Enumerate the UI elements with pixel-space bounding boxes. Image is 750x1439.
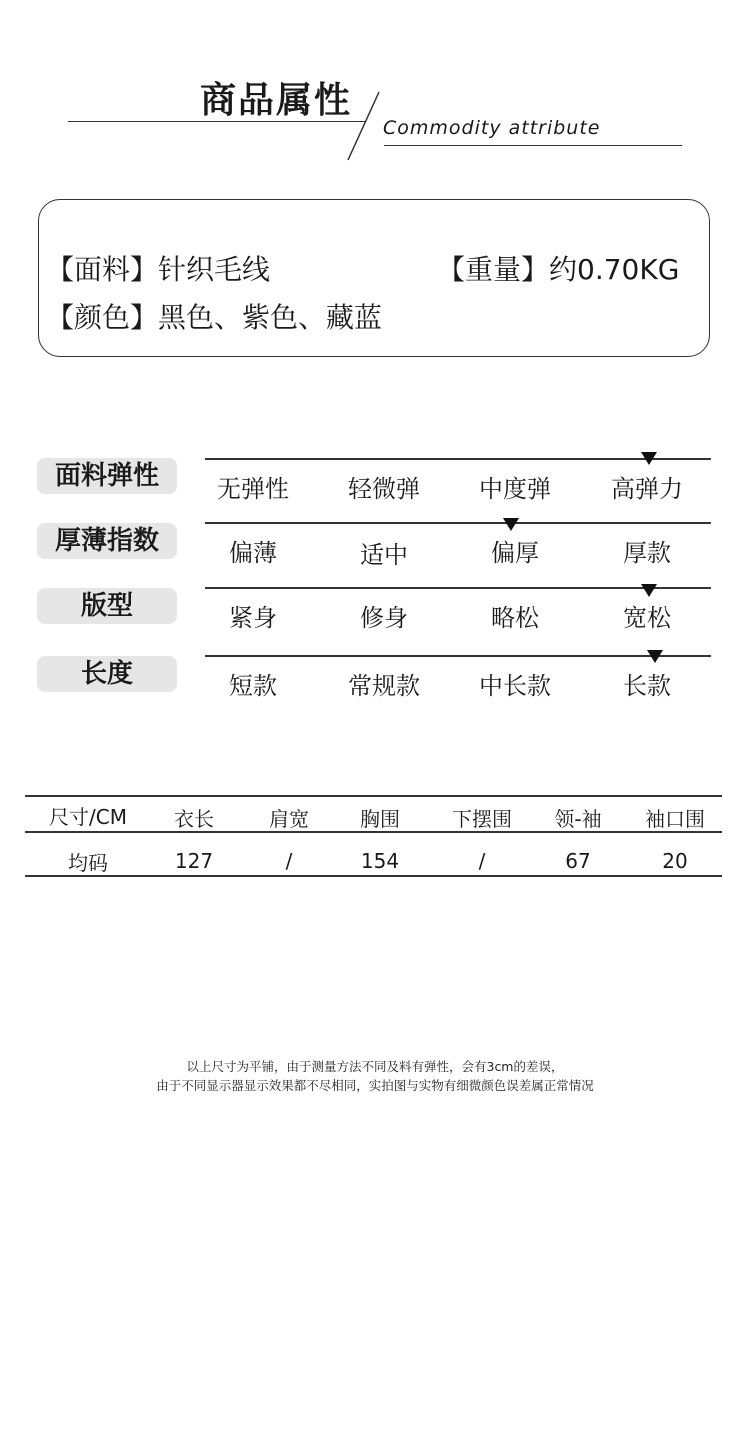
table-cell: / xyxy=(285,849,293,873)
table-cell: 均码 xyxy=(68,851,108,875)
attribute-scale-line xyxy=(205,655,711,657)
selected-marker-icon xyxy=(503,518,519,531)
disclaimer-line-2: 由于不同显示器显示效果都不尽相同，实拍图与实物有细微颜色误差属正常情况 xyxy=(156,1078,594,1093)
attribute-label: 厚薄指数 xyxy=(37,523,177,559)
table-cell: 20 xyxy=(662,849,688,873)
attribute-option: 偏薄 xyxy=(229,539,277,567)
selected-marker-icon xyxy=(647,650,663,663)
weight-value: 约0.70KG xyxy=(549,253,680,286)
table-cell: 67 xyxy=(565,849,591,873)
attribute-scale-line xyxy=(205,522,711,524)
weight-info xyxy=(437,248,679,288)
attribute-label: 版型 xyxy=(37,588,177,624)
attribute-option: 中长款 xyxy=(479,672,551,700)
attribute-option: 修身 xyxy=(360,604,408,632)
selected-marker-icon xyxy=(641,584,657,597)
attribute-option: 紧身 xyxy=(229,604,277,632)
title-underline xyxy=(68,121,366,122)
title-slash xyxy=(345,90,381,162)
color-value: 黑色、紫色、藏蓝 xyxy=(158,301,383,334)
table-top-border xyxy=(25,795,722,797)
attribute-label: 长度 xyxy=(37,656,177,692)
table-header-cell: 肩宽 xyxy=(269,807,309,831)
attribute-option: 无弹性 xyxy=(217,475,289,503)
attribute-option: 长款 xyxy=(623,672,671,700)
section-subtitle: Commodity attribute xyxy=(383,117,601,139)
weight-label: 【重量】 xyxy=(437,253,550,286)
attribute-option: 轻微弹 xyxy=(348,475,420,503)
table-header-cell: 胸围 xyxy=(360,807,400,831)
disclaimer-line-1: 以上尺寸为平铺，由于测量方法不同及料有弹性，会有3cm的差误， xyxy=(186,1059,564,1074)
table-header-cell: 衣长 xyxy=(174,807,214,831)
attribute-scale-line xyxy=(205,458,711,460)
attribute-option: 厚款 xyxy=(623,539,671,567)
attribute-label: 面料弹性 xyxy=(37,458,177,494)
selected-marker-icon xyxy=(641,452,657,465)
subtitle-underline xyxy=(384,145,682,146)
table-header-cell: 下摆围 xyxy=(452,807,512,831)
attribute-scale-line xyxy=(205,587,711,589)
attribute-option: 偏厚 xyxy=(491,539,539,567)
fabric-info xyxy=(46,248,270,288)
attribute-option: 中度弹 xyxy=(479,475,551,503)
attribute-option: 略松 xyxy=(491,604,539,632)
color-info xyxy=(46,296,382,336)
attribute-option: 宽松 xyxy=(623,604,671,632)
table-cell: / xyxy=(478,849,486,873)
fabric-label: 【面料】 xyxy=(46,253,159,286)
section-title: 商品属性 xyxy=(200,80,353,121)
table-header-cell: 尺寸/CM xyxy=(49,805,127,829)
table-cell: 127 xyxy=(174,849,214,873)
attribute-option: 高弹力 xyxy=(611,475,683,503)
color-label: 【颜色】 xyxy=(46,301,159,334)
attribute-option: 常规款 xyxy=(348,672,420,700)
table-header-cell: 袖口围 xyxy=(645,807,705,831)
table-cell: 154 xyxy=(360,849,400,873)
table-header-cell: 领-袖 xyxy=(554,807,602,831)
fabric-value: 针织毛线 xyxy=(158,253,271,286)
attribute-option: 短款 xyxy=(229,672,277,700)
attribute-option: 适中 xyxy=(360,541,408,569)
